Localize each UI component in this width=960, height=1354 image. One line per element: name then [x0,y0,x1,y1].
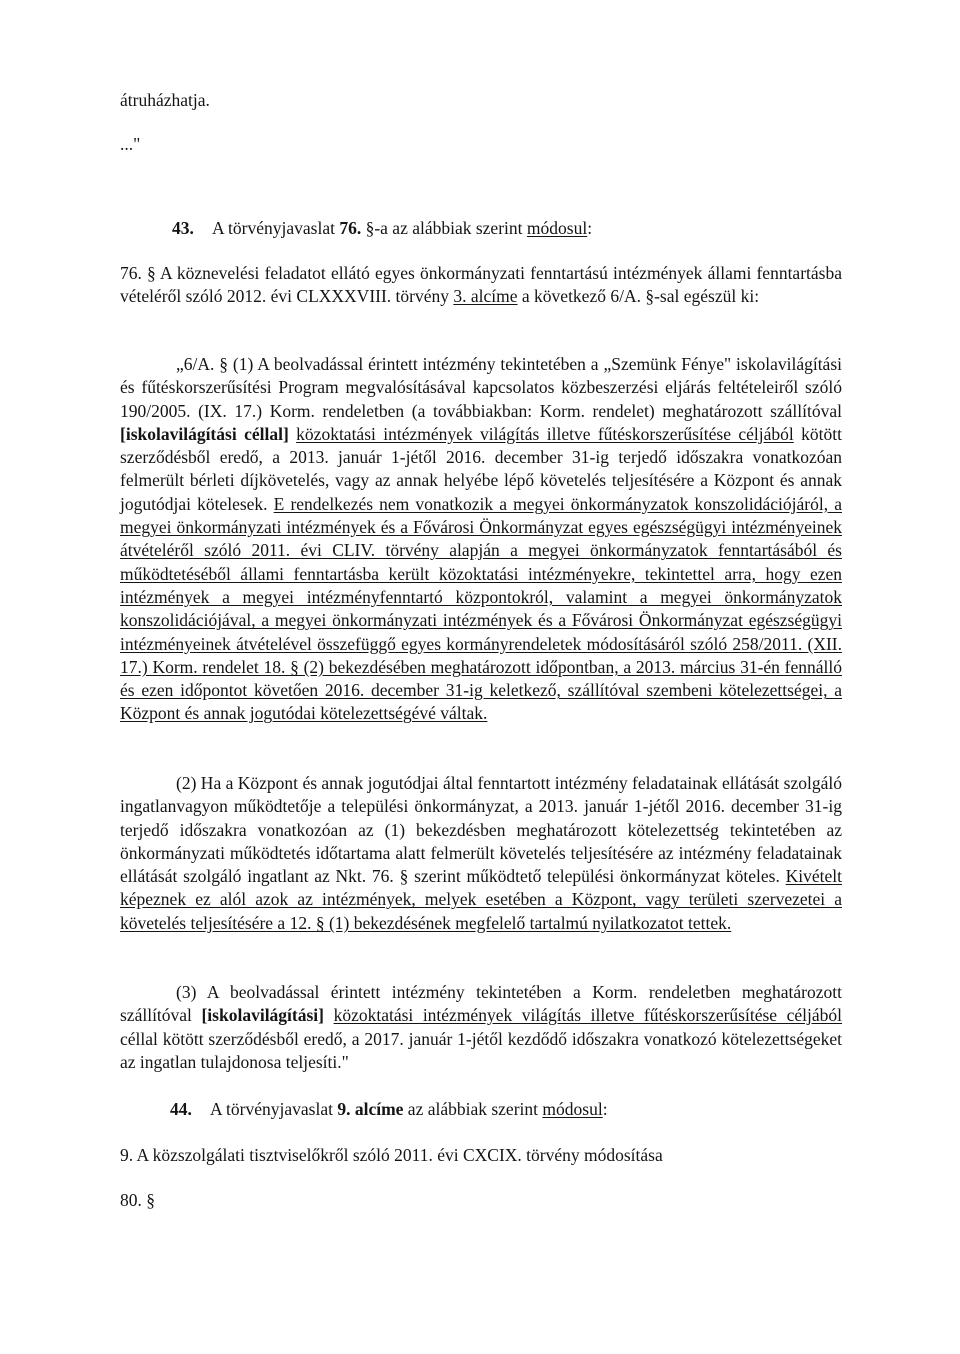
amendment-item-44: 44. A törvényjavaslat 9. alcíme az alábbiak szerint módosul: [170,1098,842,1121]
amendment-number: 44. [170,1099,192,1119]
subtitle-9: 9. A közszolgálati tisztviselőkről szóló 2011. évi CXCIX. törvény módosítása [120,1145,663,1165]
amendment-item-43: 43. A törvényjavaslat 76. §-a az alábbiak szerint módosul: [172,217,842,240]
paragraph-6a-1: „6/A. § (1) A beolvadással érintett intézmény tekintetében a „Szemünk Fénye" iskolavilágítási és fűtéskorszerűsítési Program megvalósításával kapcsolatos közbeszerzési eljárás feltételeiről szóló 190/2005. (IX. 17.) Korm. rendeletben (a továbbiakban: Korm. rendelet) meghatározott szállítóval [iskolavilágítási céllal] közoktatási intézmények világítás illetve fűtéskorszerűsítése céljából kötött szerződésből eredő, a 2013. január 1-jétől 2016. december 31-ig terjedő időszakra vonatkozóan felmerült bérleti díjkövetelés, vagy az annak helyébe lépő követelés teljesítésére a Központ és annak jogutódjai kötelesek. E rendelkezés nem vonatkozik a megyei önkormányzatok konszolidációjáról, a megyei önkormányzati intézmények és a Fővárosi Önkormányzat egyes egészségügyi intézményeinek átvételéről szóló 2011. évi CLIV. törvény alapján a megyei önkormányzatok fenntartásából és működtetéséből állami fenntartásba került közoktatási intézményekre, tekintettel arra, hogy ezen intézmények a megyei intézményfenntartó központokról, valamint a megyei önkormányzatok konszolidációjával, a megyei önkormányzati intézmények és a Fővárosi Önkormányzat egészségügyi intézményeinek átvételével összefüggő egyes kormányrendeletek módosításáról szóló 258/2011. (XII. 17.) Korm. rendelet 18. § (2) bekezdésében meghatározott időpontban, a 2013. március 31-én fennálló és ezen időpontot követően 2016. december 31-ig keletkező, szállítóval szembeni kötelezettségei, a Központ és annak jogutódai kötelezettségévé váltak. [120,354,843,724]
paragraph-6a-2: (2) Ha a Központ és annak jogutódjai által fenntartott intézmény feladatainak ellátását szolgáló ingatlanvagyon működtetője a települési önkormányzat, a 2013. január 1-jétől 2016. december 31-ig terjedő időszakra vonatkozóan az (1) bekezdésben meghatározott kötelezettség tekintetében az önkormányzati működtetés időtartama alatt felmerült követelés teljesítésére az intézmény feladatainak ellátását szolgáló ingatlant az Nkt. 76. § szerint működtető települési önkormányzat köteles. Kivételt képeznek ez alól azok az intézmények, melyek esetében a Központ, vagy területi szervezetei a követelés teljesítésére a 12. § (1) bekezdésének megfelelő tartalmú nyilatkozatot tettek. [120,773,842,933]
amendment-number: 43. [172,218,194,238]
text-line-atruhazhatja: átruházhatja. [120,90,210,110]
paragraph-6a-3: (3) A beolvadással érintett intézmény tekintetében a Korm. rendeletben meghatározott szállítóval [iskolavilágítási] közoktatási intézmények világítás illetve fűtéskorszerűsítése céljából céllal kötött szerződésből eredő, a 2017. január 1-jétől kezdődő időszakra vonatkozó kötelezettségeket az ingatlan tulajdonosa teljesíti." [120,982,842,1072]
text-line-ellipsis-quote: ..." [120,134,141,154]
section-80-heading: 80. § [120,1190,155,1210]
section-76-intro: 76. § A köznevelési feladatot ellátó egyes önkormányzati fenntartású intézmények állami fenntartásba vételéről szóló 2012. évi CLXXXVIII. törvény 3. alcíme a következő 6/A. §-sal egészül ki: [120,263,842,307]
